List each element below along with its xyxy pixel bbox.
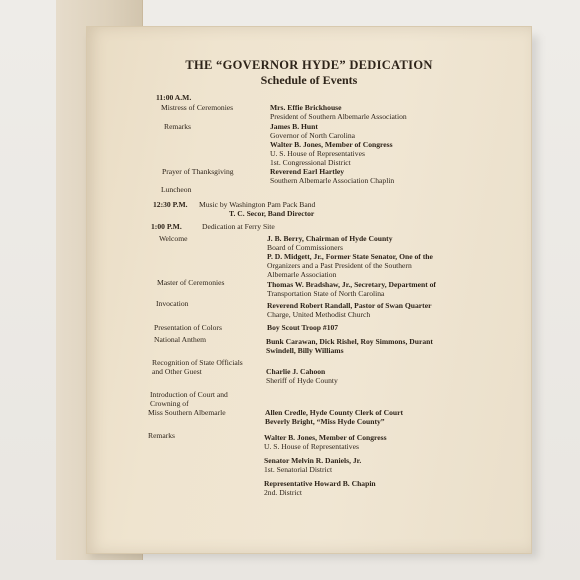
label-prayer-of-thanksgiving: Prayer of Thanksgiving: [162, 167, 234, 176]
entry-line: Beverly Bright, “Miss Hyde County”: [265, 417, 385, 426]
time-1300: 1:00 P.M.: [151, 222, 182, 231]
entry-line: Charge, United Methodist Church: [267, 310, 371, 319]
entry-line: U. S. House of Representatives: [270, 149, 365, 158]
label-introduction-line-1: Introduction of Court and: [150, 390, 228, 399]
entry-line: Governor of North Carolina: [270, 131, 355, 140]
entry-line: Boy Scout Troop #107: [267, 323, 339, 332]
entry-line: Transportation State of North Carolina: [267, 289, 385, 298]
entry-line: J. B. Berry, Chairman of Hyde County: [267, 234, 393, 243]
label-recognition-line-2: and Other Guest: [152, 367, 202, 376]
time-1230: 12:30 P.M.: [153, 200, 188, 209]
entry-line: Albemarle Association: [267, 270, 337, 279]
entry-line: Allen Credle, Hyde County Clerk of Court: [265, 408, 404, 417]
entry-line: James B. Hunt: [270, 122, 318, 131]
music-description: Music by Washington Pam Pack Band: [199, 200, 316, 209]
label-master-of-ceremonies: Master of Ceremonies: [157, 278, 225, 287]
dedication-description: Dedication at Ferry Site: [202, 222, 275, 231]
entry-line: Senator Melvin R. Daniels, Jr.: [264, 456, 362, 465]
label-invocation: Invocation: [156, 299, 189, 308]
entry-line: Walter B. Jones, Member of Congress: [264, 433, 387, 442]
label-luncheon: Luncheon: [161, 185, 192, 194]
program-page: [86, 26, 532, 554]
entry-line: P. D. Midgett, Jr., Former State Senator, One of the: [267, 252, 433, 261]
label-national-anthem: National Anthem: [154, 335, 207, 344]
entry-line: Mrs. Effie Brickhouse: [270, 103, 342, 112]
label-welcome: Welcome: [159, 234, 188, 243]
entry-line: 1st. Senatorial District: [264, 465, 333, 474]
entry-line: Southern Albemarle Association Chaplin: [270, 176, 395, 185]
entry-line: President of Southern Albemarle Association: [270, 112, 407, 121]
time-1100: 11:00 A.M.: [156, 93, 192, 102]
entry-line: 1st. Congressional District: [270, 158, 351, 167]
entry-line: Organizers and a Past President of the Southern: [267, 261, 412, 270]
label-introduction-line-3: Miss Southern Albemarle: [148, 408, 226, 417]
label-recognition-line-1: Recognition of State Officials: [152, 358, 243, 367]
entry-line: U. S. House of Representatives: [264, 442, 359, 451]
entry-line: Reverend Robert Randall, Pastor of Swan Quarter: [267, 301, 432, 310]
entry-line: 2nd. District: [264, 488, 302, 497]
entry-line: Reverend Earl Hartley: [270, 167, 345, 176]
label-remarks: Remarks: [164, 122, 191, 131]
document-subtitle: Schedule of Events: [260, 73, 358, 87]
label-presentation-of-colors: Presentation of Colors: [154, 323, 222, 332]
entry-line: Representative Howard B. Chapin: [264, 479, 376, 488]
label-remarks-2: Remarks: [148, 431, 175, 440]
entry-line: Sheriff of Hyde County: [266, 376, 338, 385]
label-mistress-of-ceremonies: Mistress of Ceremonies: [161, 103, 234, 112]
entry-line: Swindell, Billy Williams: [266, 346, 344, 355]
label-introduction-line-2: Crowning of: [150, 399, 189, 408]
entry-line: Thomas W. Bradshaw, Jr., Secretary, Department of: [267, 280, 436, 289]
entry-line: Walter B. Jones, Member of Congress: [270, 140, 393, 149]
entry-line: Board of Commissioners: [267, 243, 343, 252]
entry-line: T. C. Secor, Band Director: [229, 209, 315, 218]
entry-line: Charlie J. Cahoon: [266, 367, 326, 376]
entry-line: Bunk Carawan, Dick Rishel, Roy Simmons, Durant: [266, 337, 433, 346]
document-title: THE “GOVERNOR HYDE” DEDICATION: [185, 58, 433, 72]
